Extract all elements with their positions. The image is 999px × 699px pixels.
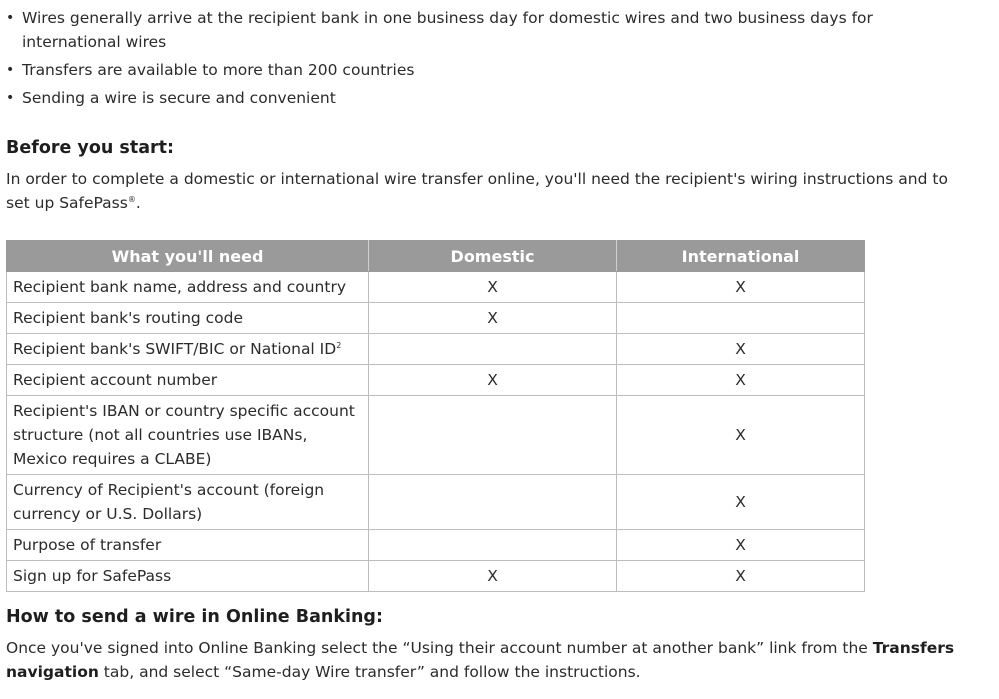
international-cell: X (617, 272, 865, 303)
requirement-text: Recipient bank name, address and country (13, 278, 347, 296)
table-row (7, 365, 865, 396)
requirement-text: Recipient bank's routing code (13, 309, 244, 327)
bullet-icon: • (6, 10, 15, 26)
transfers-navigation-label: Transfers navigation (6, 639, 955, 681)
table-row (7, 561, 865, 592)
requirement-text: Recipient's IBAN or country specific account structure (not all countries use IBANs, Mexico requires a CLABE) (13, 402, 355, 468)
before-start-end: . (135, 194, 141, 212)
international-cell: X (617, 334, 865, 365)
before-start-text (6, 167, 966, 215)
table-header-row (7, 241, 865, 272)
international-cell: X (617, 530, 865, 561)
requirement-text: Purpose of transfer (13, 536, 162, 554)
bullet-icon: • (6, 90, 15, 106)
how-to-part1: Once you've signed into Online Banking select the “Using their account number at another bank” link from the (6, 639, 873, 657)
table-row (7, 303, 865, 334)
table-row (7, 272, 865, 303)
international-cell (617, 303, 865, 334)
international-cell: X (617, 396, 865, 475)
how-to-heading: How to send a wire in Online Banking: (6, 607, 383, 627)
header-international: International (617, 241, 865, 272)
requirement-cell (7, 396, 369, 475)
domestic-cell: X (369, 561, 617, 592)
benefits-list (6, 6, 906, 114)
list-item (6, 58, 906, 82)
how-to-part2: tab, and select “Same-day Wire transfer” and follow the instructions. (98, 663, 641, 681)
international-cell: X (617, 475, 865, 530)
footnote-mark: 2 (336, 340, 342, 350)
requirements-table (6, 240, 865, 592)
international-cell: X (617, 561, 865, 592)
table-row (7, 334, 865, 365)
table-row (7, 396, 865, 475)
requirement-cell (7, 561, 369, 592)
domestic-cell (369, 475, 617, 530)
list-item (6, 86, 906, 110)
domestic-cell (369, 334, 617, 365)
list-item-text: Transfers are available to more than 200 countries (22, 61, 415, 79)
requirement-text: Recipient account number (13, 371, 218, 389)
requirement-cell (7, 303, 369, 334)
requirement-cell (7, 530, 369, 561)
list-item (6, 6, 906, 54)
domestic-cell: X (369, 365, 617, 396)
table-row (7, 475, 865, 530)
table-row (7, 530, 865, 561)
domestic-cell: X (369, 303, 617, 334)
domestic-cell (369, 396, 617, 475)
list-item-text: Sending a wire is secure and convenient (22, 89, 336, 107)
bullet-icon: • (6, 62, 15, 78)
requirement-text: Sign up for SafePass (13, 567, 172, 585)
requirement-text: Currency of Recipient's account (foreign currency or U.S. Dollars) (13, 481, 325, 523)
international-cell: X (617, 365, 865, 396)
header-domestic: Domestic (369, 241, 617, 272)
registered-mark: ® (127, 194, 136, 204)
list-item-text: Wires generally arrive at the recipient bank in one business day for domestic wires and two business days for international wires (22, 9, 873, 51)
domestic-cell: X (369, 272, 617, 303)
requirement-text: Recipient bank's SWIFT/BIC or National ID (13, 340, 337, 358)
before-start-heading: Before you start: (6, 138, 175, 158)
how-to-text (6, 636, 966, 684)
before-start-body: In order to complete a domestic or international wire transfer online, you'll need the recipient's wiring instructions and to set up SafePass (6, 170, 948, 212)
domestic-cell (369, 530, 617, 561)
requirement-cell (7, 475, 369, 530)
requirement-cell (7, 334, 369, 365)
requirement-cell (7, 272, 369, 303)
header-what-you-need: What you'll need (7, 241, 369, 272)
requirement-cell (7, 365, 369, 396)
